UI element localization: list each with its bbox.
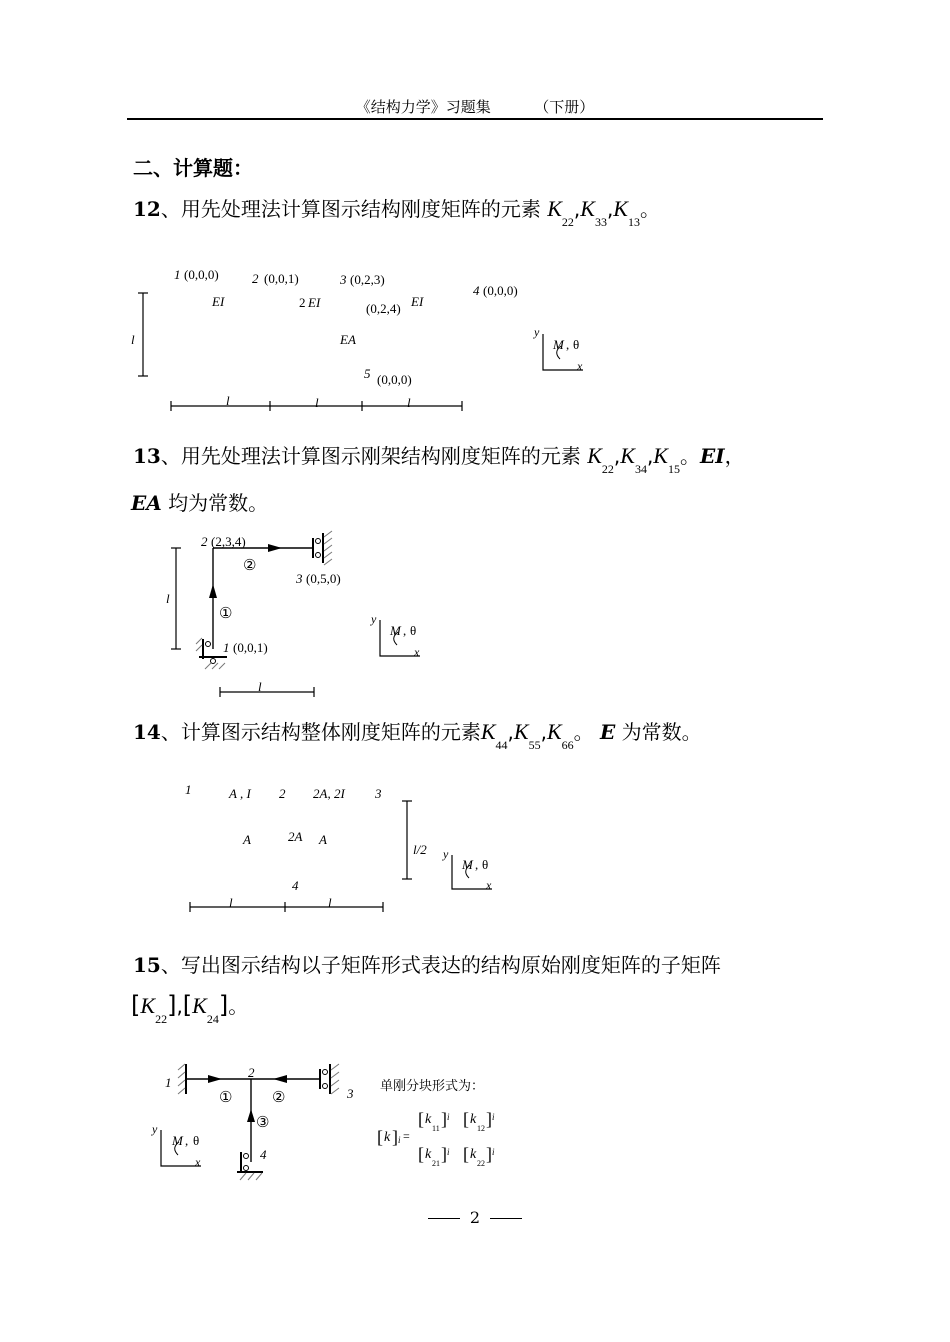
dimension-label: l (226, 393, 230, 408)
term-subscript: 13 (627, 215, 640, 229)
dimension-label: l (328, 895, 332, 910)
question-12: 12、用先处理法计算图示结构刚度矩阵的元素 $K_{22},K_{33},K_{13}$。 (133, 196, 660, 229)
svg-text:]: ] (486, 1109, 492, 1129)
element-index: i (398, 1135, 401, 1145)
member-property: A , I (229, 786, 251, 801)
axis-x-label: x (486, 878, 492, 892)
coordinate-axes (442, 847, 492, 892)
header-rule (127, 118, 823, 120)
node-label: 3 (296, 571, 303, 586)
node-code: (0,0,0) (483, 283, 518, 298)
member-number: ② (243, 558, 257, 574)
svg-text:[: [ (418, 1109, 424, 1129)
member-property: A (243, 832, 251, 847)
question-14: 14、计算图示结构整体刚度矩阵的元素$K_{44},K_{55},K_{66}$。 E 为常数。 (133, 719, 702, 752)
page-footer (0, 1208, 950, 1227)
matrix-term: K (192, 993, 207, 1018)
matrix-term: K (587, 443, 602, 468)
node-label: 3 (375, 786, 382, 801)
member-arrow (247, 1109, 255, 1122)
question-end: 。 (639, 197, 660, 221)
term-subscript: 66 (561, 738, 574, 752)
dimension-label: l (131, 332, 135, 347)
term-subscript: 33 (594, 215, 607, 229)
matrix-term: K (613, 196, 628, 221)
node-label: 2 (201, 534, 208, 549)
node-code: (0,0,1) (264, 271, 299, 286)
axis-x-label: x (195, 1155, 201, 1169)
section-title: 二、计算题： (133, 156, 253, 180)
question-end: 。 (573, 720, 594, 744)
node-code: (0,5,0) (306, 571, 341, 586)
figure-q14 (0, 775, 950, 920)
block-subscript: 11 (432, 1124, 440, 1133)
block-k: k (470, 1112, 477, 1127)
matrix-term: K (580, 196, 595, 221)
svg-text:,: , (185, 1133, 189, 1148)
node-label: 4 (473, 283, 480, 298)
axis-y-label: y (534, 325, 540, 339)
question-13: 13、用先处理法计算图示刚架结构刚度矩阵的元素 $K_{22},K_{34},K_{15}$。EI， (133, 443, 745, 476)
axis-y-label: y (152, 1122, 158, 1136)
node-code: (0,0,0) (377, 372, 412, 387)
dimension-label: l (166, 591, 170, 606)
member-property: A (319, 832, 327, 847)
figure-q15 (0, 1060, 950, 1185)
block-index: i (492, 1147, 495, 1157)
matrix-term: K (140, 993, 156, 1018)
axis-m-label: M (553, 337, 564, 352)
axis-y-label: y (443, 847, 449, 861)
matrix-term: K (480, 719, 496, 744)
question-text: 、写出图示结构以子矩阵形式表达的结构原始刚度矩阵的子矩阵 (160, 953, 721, 977)
member-number: ③ (256, 1115, 270, 1131)
axis-x-label: x (577, 359, 583, 373)
node-label: 2 (252, 271, 259, 286)
question-text: 、计算图示结构整体刚度矩阵的元素 (160, 720, 481, 744)
axis-theta-label: θ (573, 337, 580, 352)
block-subscript: 12 (477, 1124, 485, 1133)
svg-text:[: [ (377, 1127, 383, 1147)
member-property: 2A, 2I (313, 786, 345, 801)
footer-dash-left (428, 1218, 460, 1219)
svg-text:[: [ (463, 1109, 469, 1129)
bold-symbol: EA (131, 491, 162, 515)
stiffness-label: EI (308, 295, 321, 310)
block-k: k (425, 1147, 432, 1162)
stiffness-factor: 2 (299, 295, 306, 310)
node-label: 5 (364, 366, 371, 381)
dimension-label: l/2 (413, 842, 427, 857)
figure-q13 (0, 528, 950, 703)
axis-theta-label: θ (410, 623, 417, 638)
dimension-label: l (258, 679, 262, 694)
footer-dash-right (490, 1218, 522, 1219)
coordinate-axes (370, 612, 420, 659)
matrix-term: K (653, 443, 668, 468)
axis-m-label: M (172, 1133, 183, 1148)
term-subscript: 22 (601, 462, 614, 476)
fixed-support-right (313, 531, 332, 565)
term-subscript: 44 (495, 738, 508, 752)
axis-theta-label: θ (193, 1133, 200, 1148)
page-number: 2 (469, 1208, 481, 1227)
member-number: ① (219, 1090, 233, 1106)
axis-x-label: x (414, 645, 420, 659)
block-subscript: 21 (432, 1159, 440, 1168)
node-label: 4 (292, 878, 299, 893)
term-subscript: 34 (634, 462, 647, 476)
node-label: 4 (260, 1147, 267, 1162)
fixed-support-left (178, 1064, 186, 1094)
block-k: k (425, 1112, 432, 1127)
svg-text:]: ] (392, 1127, 398, 1147)
block-index: i (492, 1112, 495, 1122)
dimension-label: l (407, 395, 411, 410)
node-code: (2,3,4) (211, 534, 246, 549)
node-label: 1 (223, 640, 230, 655)
punctuation: ， (724, 444, 745, 468)
book-title: 《结构力学》习题集 (355, 98, 491, 116)
equals-sign: = (403, 1129, 410, 1143)
question-13-line-2 (131, 487, 268, 516)
dimension-label: l (315, 395, 319, 410)
support-node-3 (320, 1064, 339, 1094)
matrix-term: K (513, 719, 529, 744)
node-label: 1 (185, 782, 192, 797)
axis-m-label: M (390, 623, 401, 638)
member-arrow (208, 1075, 222, 1083)
axis-y-label: y (371, 612, 377, 626)
matrix-term: K (620, 443, 635, 468)
question-text: 、用先处理法计算图示结构刚度矩阵的元素 (160, 197, 541, 221)
term-subscript: 24 (206, 1012, 219, 1026)
member-property: 2A (288, 829, 303, 844)
svg-text:[: [ (463, 1144, 469, 1164)
term-subscript: 55 (528, 738, 541, 752)
svg-text:]: ] (441, 1144, 447, 1164)
dimension-lines (138, 293, 462, 411)
block-index: i (447, 1112, 450, 1122)
page-header (0, 96, 950, 117)
question-number: 15 (133, 953, 161, 977)
member-arrow (209, 584, 217, 598)
dimension-label: l (229, 895, 233, 910)
node-label: 1 (174, 267, 181, 282)
node-code: (0,2,4) (366, 301, 401, 316)
block-k: k (470, 1147, 477, 1162)
svg-text:,: , (475, 857, 479, 872)
svg-text:[: [ (418, 1144, 424, 1164)
member-number: ① (219, 606, 233, 622)
question-number: 12 (133, 197, 161, 221)
element-k: k (384, 1130, 391, 1145)
dimension-lines (190, 801, 412, 912)
stiffness-label: EI (411, 294, 424, 309)
node-label: 2 (248, 1065, 255, 1080)
stiffness-label: EI (212, 294, 225, 309)
question-text: 为常数。 (621, 720, 702, 744)
svg-text:,: , (566, 337, 570, 352)
axis-m-label: M (462, 857, 473, 872)
node-code: (0,0,0) (184, 267, 219, 282)
node-label: 3 (347, 1086, 354, 1101)
question-15 (133, 949, 721, 978)
member-number: ② (272, 1090, 286, 1106)
block-form-equation (377, 1078, 495, 1168)
bold-symbol: E (599, 720, 616, 744)
node-label: 1 (165, 1075, 172, 1090)
axis-theta-label: θ (482, 857, 489, 872)
axial-stiffness-label: EA (340, 332, 356, 347)
question-text: 、用先处理法计算图示刚架结构刚度矩阵的元素 (160, 444, 581, 468)
term-subscript: 22 (561, 215, 574, 229)
question-number: 14 (133, 720, 161, 744)
node-label: 2 (279, 786, 286, 801)
term-subscript: 15 (667, 462, 680, 476)
member-arrow (268, 544, 282, 552)
matrix-term: K (546, 719, 562, 744)
figure-q12 (0, 255, 950, 425)
svg-text:,: , (403, 623, 407, 638)
member-arrow (273, 1075, 287, 1083)
coordinate-axes (151, 1122, 201, 1169)
question-text: 均为常数。 (168, 491, 269, 515)
question-end: 。 (679, 444, 700, 468)
question-15-line-2: $[K_{22}],[K_{24}]$。 (131, 991, 249, 1026)
node-code: (0,0,1) (233, 640, 268, 655)
matrix-term: K (547, 196, 562, 221)
block-index: i (447, 1147, 450, 1157)
node-label: 3 (340, 272, 347, 287)
coordinate-axes (533, 325, 583, 373)
bold-symbol: EI (699, 444, 725, 468)
block-subscript: 22 (477, 1159, 485, 1168)
book-volume: （下册） (534, 98, 595, 116)
svg-text:]: ] (486, 1144, 492, 1164)
node-code: (0,2,3) (350, 272, 385, 287)
block-form-label: 单刚分块形式为： (380, 1078, 485, 1093)
question-end: 。 (228, 994, 249, 1018)
svg-text:]: ] (441, 1109, 447, 1129)
question-number: 13 (133, 444, 161, 468)
term-subscript: 22 (155, 1012, 168, 1026)
